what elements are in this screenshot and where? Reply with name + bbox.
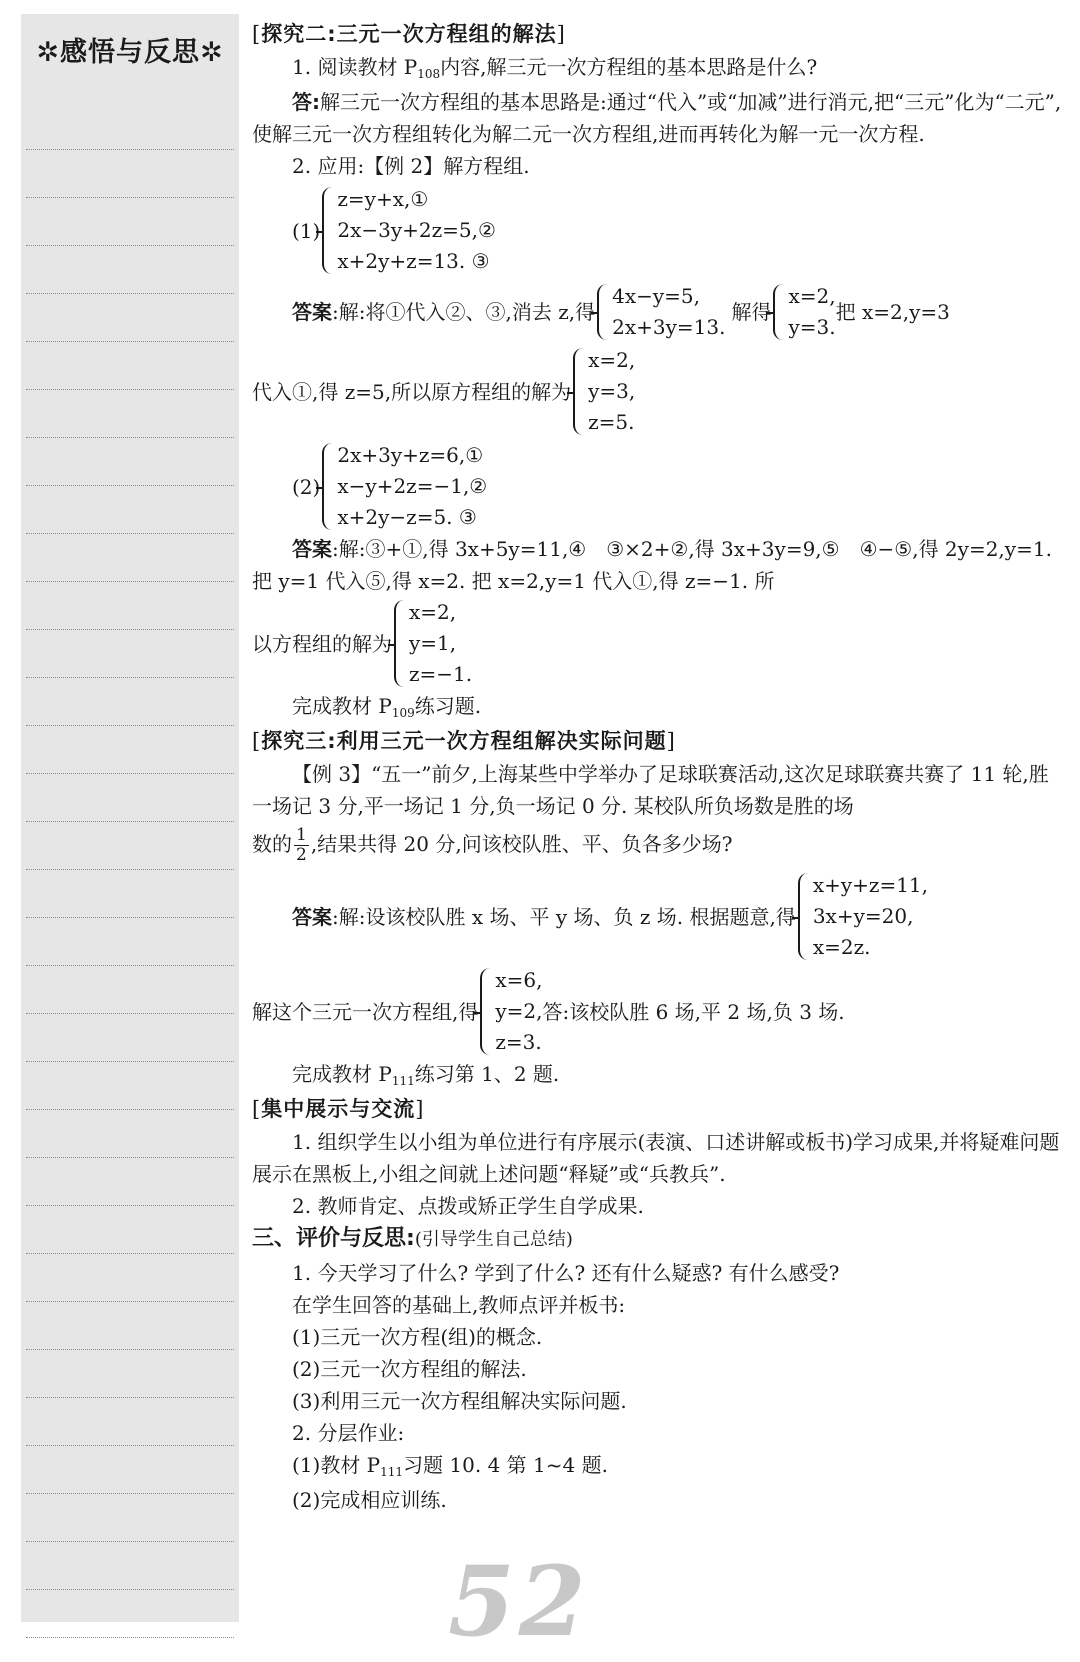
example-2-answer-1: 答案 :解:将①代入②、③,消去 z,得 4x−y=5, 2x+3y=13. 解得 x=2, y=3. 把 x=2,y=3 bbox=[292, 284, 950, 339]
example-2-system-2: (2) 2x+3y+z=6,① x−y+2z=−1,② x+2y−z=5. ③ bbox=[252, 440, 1064, 533]
example-2-system-1: (1) z=y+x,① 2x−3y+2z=5,② x+2y+z=13. ③ bbox=[252, 184, 1064, 277]
example-3-answer: 答案 :解:设该校队胜 x 场、平 y 场、负 z 场. 根据题意,得 x+y+z=11, 3x+y=20, x=2z. bbox=[292, 873, 929, 959]
example-3-problem-cont: 数的 $\frac{1}{2}$ ,结果共得 20 分,问该校队胜、平、负各多少场? bbox=[252, 825, 733, 865]
main-content bbox=[252, 18, 1064, 1516]
page-number: 52 bbox=[448, 1545, 590, 1658]
sidebar-writing-lines bbox=[26, 102, 234, 1638]
practice-2: 完成教材 $P_{111}$练习第 1、2 题. bbox=[292, 1062, 560, 1088]
example-2-answer-2-cont: 以方程组的解为 x=2, y=1, z=−1. bbox=[252, 600, 473, 686]
summary-point-3: (3)利用三元一次方程组解决实际问题. bbox=[292, 1389, 627, 1413]
example-2-answer-1-cont: 代入①,得 z=5,所以原方程组的解为 x=2, y=3, z=5. bbox=[252, 348, 636, 434]
answer-1: 答:解三元一次方程组的基本思路是:通过“代入”或“加减”进行消元,把“三元”化为“二元”,使解三元一次方程组转化为解二元一次方程组,进而再转化为解一元一次方程. bbox=[252, 90, 1062, 146]
reflection-item-2: 2. 分层作业: bbox=[292, 1421, 405, 1445]
equation: x+2y+z=13. ③ bbox=[337, 249, 490, 273]
example-2-answer-2: 答案:解:③+①,得 3x+5y=11,④ ③×2+②,得 3x+3y=9,⑤ ④−⑤,得 2y=2,y=1. 把 y=1 代入⑤,得 x=2. 把 x=2,y=1 代入①,得 z=−1. 所 bbox=[252, 537, 1052, 593]
reflection-item-1b: 在学生回答的基础上,教师点评并板书: bbox=[292, 1293, 626, 1317]
reflection-item-1: 1. 今天学习了什么? 学到了什么? 还有什么疑惑? 有什么感受? bbox=[292, 1261, 840, 1285]
question-2: 2. 应用:【例 2】解方程组. bbox=[292, 154, 530, 178]
equation: z=y+x,① bbox=[337, 187, 429, 211]
section-heading-explore-2: [探究二:三元一次方程组的解法] bbox=[252, 22, 566, 46]
homework-2: (2)完成相应训练. bbox=[292, 1488, 447, 1512]
sidebar-title: ✲感悟与反思✲ bbox=[36, 37, 224, 68]
equation: 2x+3y+z=6,① bbox=[337, 443, 484, 467]
display-item-2: 2. 教师肯定、点拨或矫正学生自学成果. bbox=[292, 1194, 644, 1218]
equation: 2x−3y+2z=5,② bbox=[337, 218, 496, 242]
summary-point-1: (1)三元一次方程(组)的概念. bbox=[292, 1325, 543, 1349]
example-3-problem: 【例 3】“五一”前夕,上海某些中学举办了足球联赛活动,这次足球联赛共赛了 11 轮,胜一场记 3 分,平一场记 1 分,负一场记 0 分. 某校队所负场数是胜的场 bbox=[252, 762, 1049, 818]
display-item-1: 1. 组织学生以小组为单位进行有序展示(表演、口述讲解或板书)学习成果,并将疑难问题展示在黑板上,小组之间就上述问题“释疑”或“兵教兵”. bbox=[252, 1130, 1060, 1186]
homework-1: (1)教材 $P_{111}$习题 10. 4 第 1~4 题. bbox=[292, 1453, 608, 1479]
section-heading-reflection: 三、评价与反思:(引导学生自己总结) bbox=[252, 1226, 573, 1251]
summary-point-2: (2)三元一次方程组的解法. bbox=[292, 1357, 527, 1381]
question-1: 1. 阅读教材 $P_{108}$内容,解三元一次方程组的基本思路是什么? bbox=[292, 55, 818, 81]
equation: x+2y−z=5. ③ bbox=[337, 505, 477, 529]
practice-1: 完成教材 $P_{109}$练习题. bbox=[292, 694, 482, 720]
section-heading-display: [集中展示与交流] bbox=[252, 1097, 425, 1121]
equation: x−y+2z=−1,② bbox=[337, 474, 488, 498]
reflection-sidebar bbox=[21, 14, 239, 1622]
example-3-answer-cont: 解这个三元一次方程组,得 x=6, y=2, z=3. 答:该校队胜 6 场,平 2 场,负 3 场. bbox=[252, 968, 845, 1054]
section-heading-explore-3: [探究三:利用三元一次方程组解决实际问题] bbox=[252, 729, 676, 753]
